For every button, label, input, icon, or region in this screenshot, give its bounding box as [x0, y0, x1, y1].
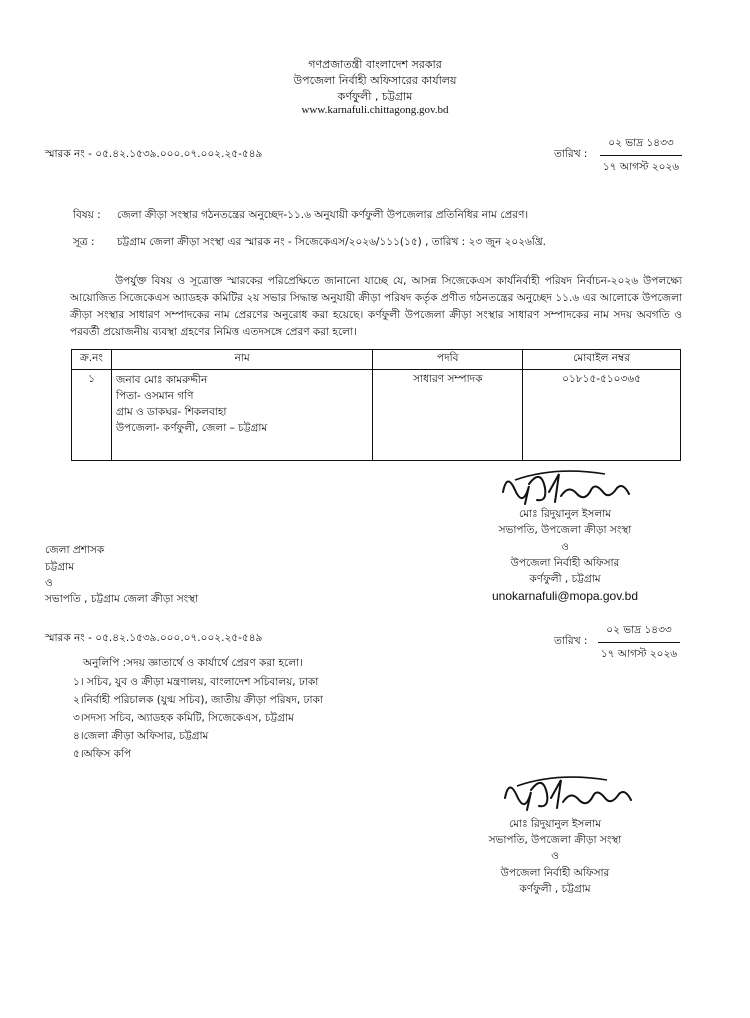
list-item: ৪।জেলা ক্রীড়া অফিসার, চট্টগ্রাম	[73, 730, 209, 742]
nominee-table	[71, 349, 681, 461]
memo-date-label: তারিখ :	[554, 148, 588, 160]
recipient-line-1: জেলা প্রশাসক	[45, 544, 105, 556]
copy-intro: অনুলিপি :সদয় জ্ঞাতার্থে ও কার্যার্থে প্রেরণ করা হলো।	[83, 657, 303, 669]
upazila-line: উপজেলা- কর্ণফুলী, জেলা – চট্টগ্রাম	[115, 422, 268, 434]
header-location: কর্ণফুলী , চট্টগ্রাম	[337, 90, 413, 103]
signatory2-and: ও	[551, 850, 559, 862]
table-row	[72, 370, 681, 461]
header-website: www.karnafuli.chittagong.gov.bd	[301, 104, 449, 116]
signatory-location: কর্ণফুলী , চট্টগ্রাম	[529, 573, 601, 585]
header-government: গণপ্রজাতন্ত্রী বাংলাদেশ সরকার	[308, 58, 442, 71]
date-english: ১৭ আগস্ট ২০২৬	[602, 161, 680, 173]
header-serial: ক্র.নং	[72, 350, 112, 370]
subject-label: বিষয় :	[73, 209, 101, 221]
village-line: গ্রাম ও ডাকঘর- শিকলবাহা	[115, 406, 227, 418]
list-item: ৩।সদস্য সচিব, অ্যাডহক কমিটি, সিজেকেএস, চট্টগ্রাম	[73, 712, 294, 724]
header-office: উপজেলা নির্বাহী অফিসারের কার্যালয়	[293, 74, 457, 87]
list-item: ১। সচিব, যুব ও ক্রীড়া মন্ত্রণালয়, বাংলাদেশ সচিবালয়, ঢাকা	[73, 676, 319, 688]
table-header-row	[72, 350, 681, 370]
cell-serial: ১	[72, 370, 112, 461]
signature-image-2	[497, 768, 647, 820]
header-designation: পদবি	[373, 350, 523, 370]
memo2-date-label: তারিখ :	[554, 635, 588, 647]
signatory2-location: কর্ণফুলী , চট্টগ্রাম	[519, 883, 591, 895]
list-item: ২।নির্বাহী পরিচালক (যুগ্ম সচিব), জাতীয় ক্রীড়া পরিষদ, ঢাকা	[73, 694, 323, 706]
body-paragraph: উপর্যুক্ত বিষয় ও সূত্রোক্ত স্মারকের পরিপ্রেক্ষিতে জানানো যাচ্ছে যে, আসন্ন সিজেকেএস কার্যনির্বাহী পরিষদ নির্বাচন-২০২৬ উপলক্ষ্যে আয়োজিত সিজেকেএস অ্যাডহক কমিটির ২য় সভার সিদ্ধান্ত অনুযায়ী ক্রীড়া পরিষদ কর্তৃক প্রণীত গঠনতন্ত্রের অনুচ্ছেদ ১১.৬ এর আলোকে উপজেলা ক্রীড়া সংস্থার সাধারণ সম্পাদকের নাম প্রেরণের অনুরোধ করা হয়েছে। কর্ণফুলী উপজেলা ক্রীড়া সংস্থার সাধারণ সম্পাদকের নাম সদয় অবগতি ও পরবর্তী প্রয়োজনীয় ব্যবস্থা গ্রহণের নিমিত্ত এতদসঙ্গে প্রেরণ করা হলো।	[70, 275, 682, 338]
signatory-email: unokarnafuli@mopa.gov.bd	[491, 589, 639, 603]
date-english: ১৭ আগস্ট ২০২৬	[600, 648, 678, 660]
signatory-name: মোঃ রিদুয়ানুল ইসলাম	[518, 508, 612, 520]
signatory-and: ও	[561, 541, 569, 553]
list-item: ৫।অফিস কপি	[73, 748, 132, 760]
date-bangla: ০২ ভাদ্র ১৪৩৩	[598, 623, 680, 643]
memo-reference: স্মারক নং - ০৫.৪২.১৫৩৯.০০০.০৭.০০২.২৫-৫৪৯	[45, 148, 263, 160]
cell-mobile: ০১৮১৫-৫১০৩৬৫	[523, 370, 681, 461]
subject-text: জেলা ক্রীড়া সংস্থার গঠনতন্ত্রের অনুচ্ছেদ-১১.৬ অনুযায়ী কর্ণফুলী উপজেলার প্রতিনিধির নাম প্রেরণ।	[117, 209, 529, 221]
name-line: জনাব মোঃ কামরুদ্দীন	[115, 374, 208, 386]
cell-name	[111, 370, 372, 461]
recipient-line-3: ও	[45, 577, 53, 589]
header-mobile: মোবাইল নম্বর	[523, 350, 681, 370]
signatory-title-2: উপজেলা নির্বাহী অফিসার	[510, 557, 620, 569]
signatory2-name: মোঃ রিদুয়ানুল ইসলাম	[508, 818, 602, 830]
cell-designation: সাধারণ সম্পাদক	[373, 370, 523, 461]
memo-date	[600, 136, 682, 177]
source-text: চট্টগ্রাম জেলা ক্রীড়া সংস্থা এর স্মারক নং - সিজেকেএস/২০২৬/১১১(১৫) , তারিখ : ২৩ জুন ২০২৬খ্রি.	[117, 236, 547, 248]
memo2-reference: স্মারক নং - ০৫.৪২.১৫৩৯.০০০.০৭.০০২.২৫-৫৪৯	[45, 632, 263, 644]
source-label: সূত্র :	[73, 236, 95, 248]
header-name: নাম	[111, 350, 372, 370]
recipient-line-2: চট্টগ্রাম	[45, 561, 75, 573]
memo2-date	[598, 623, 680, 664]
father-line: পিতা- ওসমান গণি	[115, 390, 194, 402]
signatory2-title-2: উপজেলা নির্বাহী অফিসার	[500, 867, 610, 879]
date-bangla: ০২ ভাদ্র ১৪৩৩	[600, 136, 682, 156]
signatory-title-1: সভাপতি, উপজেলা ক্রীড়া সংস্থা	[498, 524, 632, 536]
signatory2-title-1: সভাপতি, উপজেলা ক্রীড়া সংস্থা	[488, 834, 622, 846]
recipient-line-4: সভাপতি , চট্টগ্রাম জেলা ক্রীড়া সংস্থা	[45, 593, 199, 605]
